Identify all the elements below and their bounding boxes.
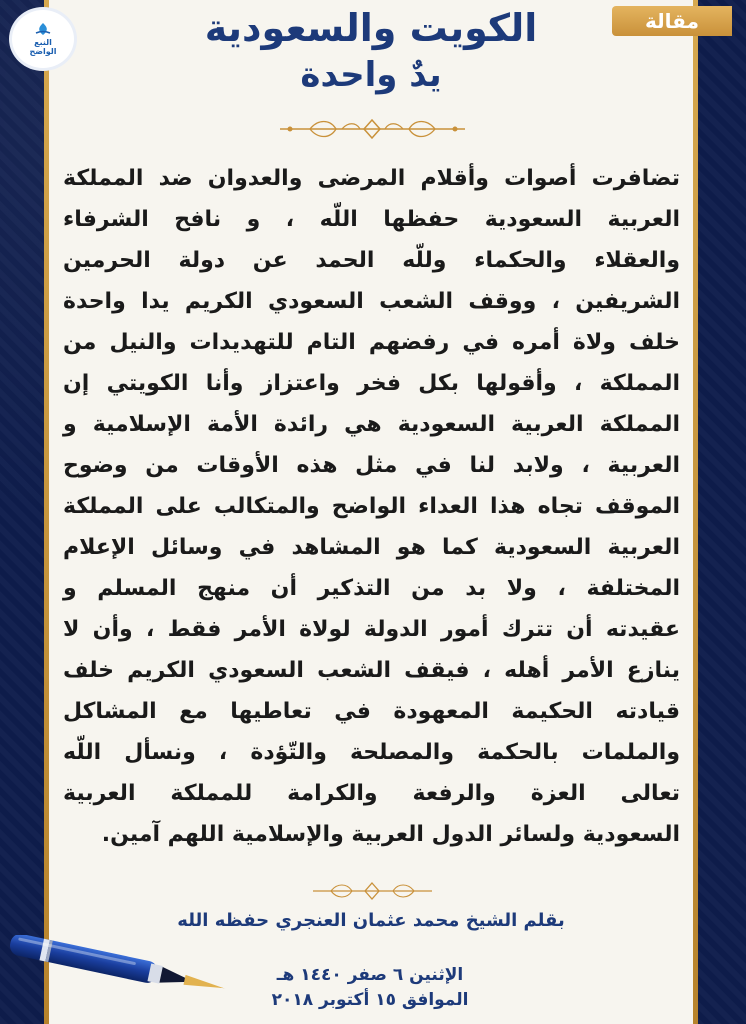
article-line: السعودية ولسائر الدول العربية والإسلامية اللهم آمين. bbox=[101, 822, 680, 847]
bottom-ornament bbox=[305, 880, 440, 902]
article-line: المملكة العربية السعودية هي رائدة الأمة الإسلامية و bbox=[63, 412, 680, 437]
logo-text-line2: الواضح bbox=[29, 47, 57, 56]
article-line: تضافرت أصوات وأقلام المرضى والعدوان ضد المملكة bbox=[63, 166, 680, 191]
article-line: عقيدته أن تترك أمور الدولة لولاة الأمر فقط ، وأن لا bbox=[63, 617, 680, 642]
article-line: الموقف تجاه هذا العداء الواضح والمتكالب على المملكة bbox=[63, 494, 680, 519]
gold-border-right bbox=[693, 0, 698, 1024]
logo-text-line1: النبع bbox=[34, 38, 52, 47]
article-line: العربية السعودية كما هو المشاهد في وسائل الإعلام bbox=[63, 535, 680, 560]
article-line: ينازع الأمر أهله ، فيقف الشعب السعودي الكريم خلف bbox=[63, 658, 680, 683]
article-line: العربية ، ولابد لنا في مثل هذه الأوقات من وضوح bbox=[63, 453, 680, 478]
article-body bbox=[63, 158, 680, 855]
article-author: بقلم الشيخ محمد عثمان العنجري حفظه الله bbox=[177, 910, 565, 931]
category-badge: مقالة bbox=[612, 6, 732, 36]
article-line: والملمات بالحكمة والمصلحة والتّؤدة ، ونسأل اللّه bbox=[63, 740, 680, 765]
top-ornament bbox=[270, 116, 475, 142]
article-line: المختلفة ، ولا بد من التذكير أن منهج المسلم و bbox=[63, 576, 680, 601]
article-title-line1: الكويت والسعودية bbox=[204, 6, 538, 50]
article-line: خلف ولاة أمره في رفضهم التام للتهديدات والنيل من bbox=[63, 330, 680, 355]
article-line: العربية السعودية حفظها اللّه ، و نافح الشرفاء bbox=[63, 207, 680, 232]
article-line: تعالى العزة والرفعة والكرامة للمملكة العربية bbox=[63, 781, 680, 806]
article-line: الشريفين ، ووقف الشعب السعودي الكريم يدا واحدة bbox=[63, 289, 680, 314]
article-line: والعقلاء والحكماء وللّه الحمد عن دولة الحرمين bbox=[63, 248, 680, 273]
article-line: المملكة ، وأقولها بكل فخر واعتزاز وأنا الكويتي إن bbox=[63, 371, 680, 396]
article-title-line2: يدٌ واحدة bbox=[300, 55, 442, 95]
date-gregorian: الموافق ١٥ أكتوبر ٢٠١٨ bbox=[271, 990, 469, 1010]
article-line: قيادته الحكيمة المعهودة في تعاطيها مع المشاكل bbox=[63, 699, 680, 724]
date-hijri: الإثنين ٦ صفر ١٤٤٠ هـ bbox=[276, 965, 464, 985]
